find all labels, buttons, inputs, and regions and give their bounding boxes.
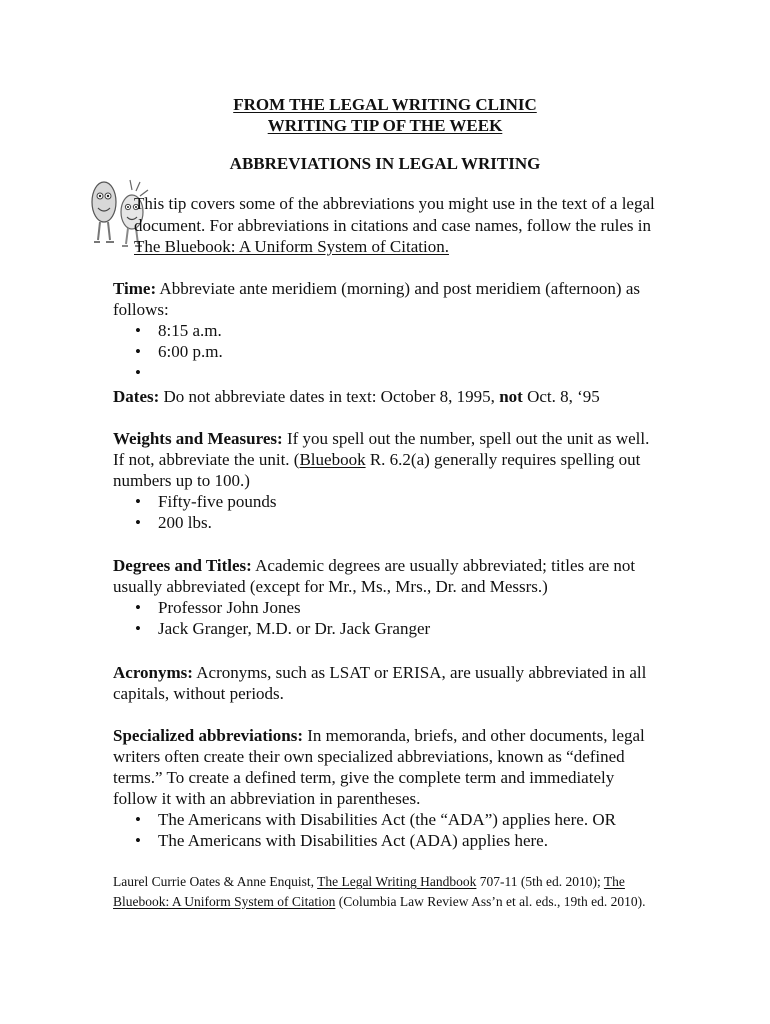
weights-text: If you spell out the number, spell out the unit as well. If not, abbreviate the unit. ( [113, 429, 650, 469]
dates-section [113, 386, 661, 407]
time-label: Time: [113, 279, 157, 298]
specialized-text: In memoranda, briefs, and other documents, legal writers often create their own specialized abbreviations, known as “defined terms.” To create a defined term, give the complete term and immediately follow it with an abbreviation in parentheses. [113, 726, 645, 808]
clinic-heading-text: FROM THE LEGAL WRITING CLINIC [233, 95, 537, 114]
list-item [113, 618, 661, 639]
dates-paragraph [113, 386, 661, 407]
bullet: • [135, 810, 141, 829]
tip-heading-text: WRITING TIP OF THE WEEK [267, 116, 503, 135]
footnote-book1: The Legal Writing Handbook [317, 874, 477, 889]
dates-not: not [499, 387, 523, 406]
bullet: • [135, 321, 141, 340]
dates-label: Dates: [113, 387, 160, 406]
list-item [113, 491, 661, 512]
weights-label: Weights and Measures: [113, 429, 283, 448]
list-item [113, 809, 661, 830]
degrees-list [113, 597, 661, 639]
citation-footnote [113, 872, 653, 911]
bullet: • [135, 363, 141, 382]
acronyms-section [113, 662, 661, 704]
bullet: • [135, 619, 141, 638]
list-item [113, 320, 661, 341]
bullet: • [135, 513, 141, 532]
footnote-book2: The Bluebook: A Uniform System of Citation [113, 874, 625, 909]
specialized-section [113, 725, 661, 851]
list-item-text: 8:15 a.m. [158, 321, 222, 340]
weights-after: R. 6.2(a) generally requires spelling out numbers up to 100.) [113, 450, 641, 490]
time-text: Abbreviate ante meridiem (morning) and post meridiem (afternoon) as follows: [113, 279, 640, 319]
list-item-text: Professor John Jones [158, 598, 301, 617]
bluebook-ref: Bluebook [299, 450, 366, 469]
list-item [113, 341, 661, 362]
footnote-part2: 707-11 (5th ed. 2010); [476, 874, 604, 889]
tip-heading [0, 115, 770, 136]
degrees-section [113, 555, 661, 639]
degrees-label: Degrees and Titles: [113, 556, 252, 575]
intro-text: This tip covers some of the abbreviations you might use in the text of a legal document. For abbreviations in citations and case names, follow the rules in [134, 194, 655, 235]
acronyms-text: Acronyms, such as LSAT or ERISA, are usually abbreviated in all capitals, without periods. [113, 663, 647, 703]
degrees-paragraph [113, 555, 661, 597]
bullet: • [135, 598, 141, 617]
list-item [113, 830, 661, 851]
weights-list [113, 491, 661, 533]
bluebook-title: The Bluebook: A Uniform System of Citation. [134, 237, 449, 256]
dates-text: Do not abbreviate dates in text: October 8, 1995, [159, 387, 500, 406]
bullet: • [135, 831, 141, 850]
time-section [113, 278, 661, 383]
bullet: • [135, 492, 141, 511]
specialized-label: Specialized abbreviations: [113, 726, 303, 745]
list-item-text: The Americans with Disabilities Act (the “ADA”) applies here. OR [158, 810, 616, 829]
footnote-part3: (Columbia Law Review Ass’n et al. eds., 19th ed. 2010). [335, 893, 646, 909]
clinic-heading [0, 94, 770, 115]
list-item-text: 200 lbs. [158, 513, 212, 532]
document-title: ABBREVIATIONS IN LEGAL WRITING [229, 154, 541, 173]
footnote-part1: Laurel Currie Oates & Anne Enquist, [113, 874, 318, 889]
dates-after: Oct. 8, ‘95 [522, 387, 600, 406]
degrees-text: Academic degrees are usually abbreviated; titles are not usually abbreviated (except for Mr., Ms., Mrs., Dr. and Messrs.) [113, 556, 636, 596]
weights-section [113, 428, 661, 533]
list-item-text: The Americans with Disabilities Act (ADA) applies here. [158, 831, 548, 850]
list-item-text: 6:00 p.m. [158, 342, 223, 361]
specialized-paragraph [113, 725, 661, 809]
bullet: • [135, 342, 141, 361]
list-item [113, 512, 661, 533]
time-list [113, 320, 661, 383]
weights-paragraph [113, 428, 661, 491]
list-item-text: Jack Granger, M.D. or Dr. Jack Granger [158, 619, 431, 638]
acronyms-label: Acronyms: [113, 663, 193, 682]
specialized-list [113, 809, 661, 851]
intro-paragraph [134, 193, 674, 258]
list-item-text: Fifty-five pounds [158, 492, 277, 511]
list-item [113, 597, 661, 618]
acronyms-paragraph [113, 662, 661, 704]
time-paragraph [113, 278, 661, 320]
list-item [113, 362, 661, 383]
